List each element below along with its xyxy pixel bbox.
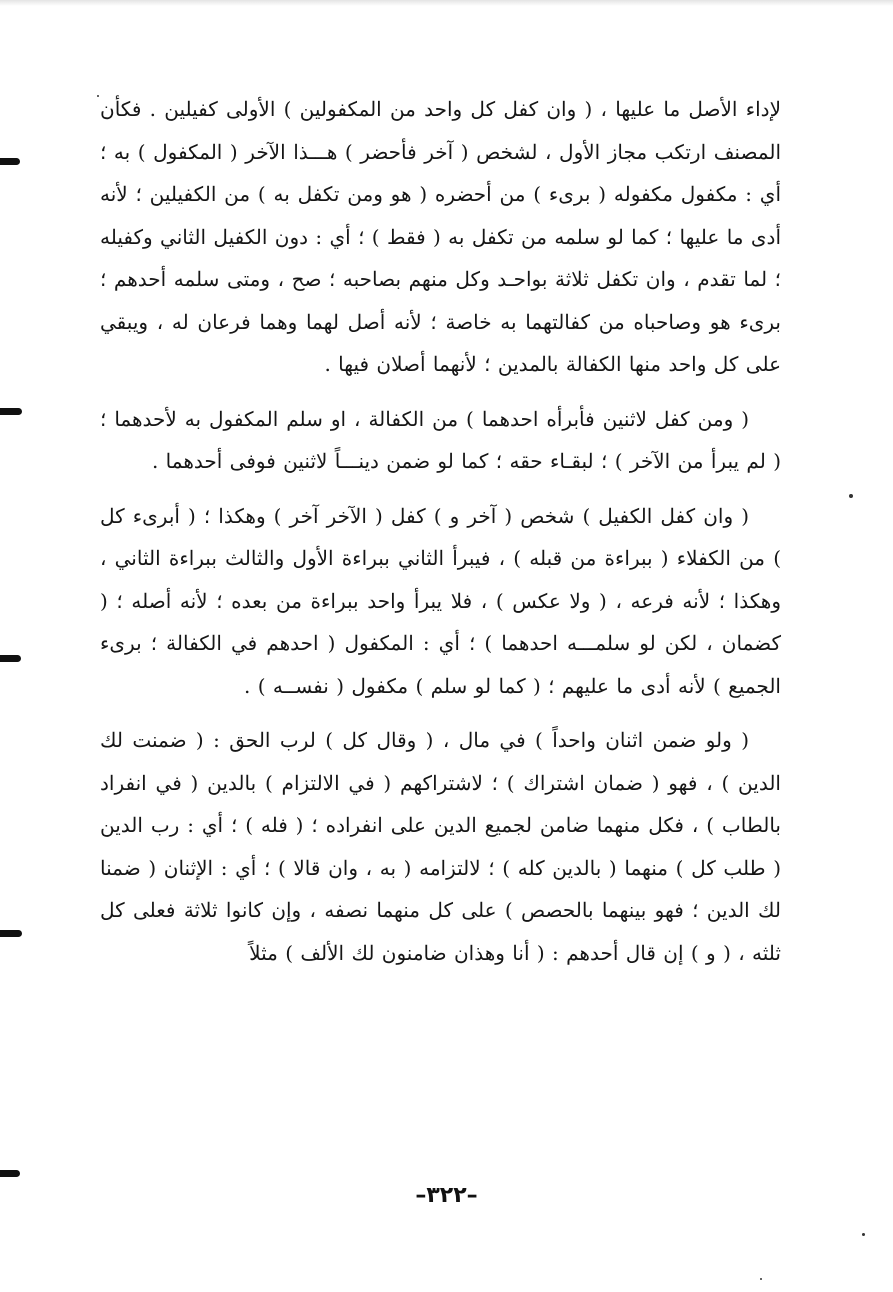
paragraph-1: لإداء الأصل ما عليها ، ( وان كفل كل واحد من المكفولين ) الأولى كفيلين . فكأن المصنف ارتكب مجاز الأول ، لشخص ( آخر فأحضر ) هـــذا الآخر ( المكفول ) به ؛ أي : مكفول مكفوله ( برىء ) من أحضره ( هو ومن تكفل به ) من الكفيلين ؛ لأنه أدى ما عليها ؛ كما لو سلمه من تكفل به ( فقط ) ؛ أي : دون الكفيل الثاني وكفيله ؛ لما تقدم ، وان تكفل ثلاثة بواحـد وكل منهم بصاحبه ؛ صح ، ومتى سلمه أحدهم ؛ برىء هو وصاحباه من كفالتهما به خاصة ؛ لأنه أصل لهما وهما فرعان له ، ويبقي على كل واحد منها الكفالة بالمدين ؛ لأنهما أصلان فيها . bbox=[100, 97, 781, 376]
ink-speck bbox=[862, 1233, 865, 1236]
paragraph-2: ( ومن كفل لاثنين فأبرأه احدهما ) من الكفالة ، او سلم المكفول به لأحدهما ؛ ( لم يبرأ من الآخر ) ؛ لبقـاء حقه ؛ كما لو ضمن دينـــاً لاثنين فوفى أحدهما . bbox=[100, 406, 781, 473]
body-text bbox=[100, 88, 781, 974]
ink-speck bbox=[760, 1278, 762, 1280]
paragraph-3: ( وان كفل الكفيل ) شخص ( آخر و ) كفل ( الآخر آخر ) وهكذا ؛ ( أبرىء كل ) من الكفلاء ( ببراءة من قبله ) ، فيبرأ الثاني ببراءة الأول والثالث ببراءة الثاني ، وهكذا ؛ لأنه فرعه ، ( ولا عكس ) ، فلا يبرأ واحد ببراءة من بعده ؛ لأنه أصله ؛ ( كضمان ، لكن لو سلمـــه احدهما ) ؛ أي : المكفول ( احدهم في الكفالة ؛ برىء الجميع ) لأنه أدى ما عليهم ؛ ( كما لو سلم ) مكفول ( نفســه ) . bbox=[100, 503, 781, 698]
page-top-edge bbox=[0, 0, 893, 6]
binding-mark bbox=[0, 930, 22, 937]
binding-mark bbox=[0, 1170, 20, 1177]
binding-mark bbox=[0, 408, 22, 415]
paragraph-4: ( ولو ضمن اثنان واحداً ) في مال ، ( وقال كل ) لرب الحق : ( ضمنت لك الدين ) ، فهو ( ضمان اشتراك ) ؛ لاشتراكهم ( في الالتزام ) بالدين ( في انفراد بالطاب ) ، فكل منهما ضامن لجميع الدين على انفراده ؛ ( فله ) ؛ أي : رب الدين ( طلب كل ) منهما ( بالدين كله ) ؛ لالتزامه ( به ، وان قالا ) ؛ أي : الإثنان ( ضمنا لك الدين ؛ فهو بينهما بالحصص ) على كل منهما نصفه ، وإن كانوا ثلاثة فعلى كل ثلثه ، ( و ) إن قال أحدهم : ( أنا وهذان ضامنون لك الألف ) مثلاً bbox=[100, 728, 781, 965]
ink-speck bbox=[849, 494, 853, 498]
binding-mark bbox=[0, 655, 21, 662]
binding-mark bbox=[0, 158, 20, 165]
page-number: –٣٢٢– bbox=[415, 1183, 478, 1208]
ink-speck bbox=[97, 95, 99, 97]
